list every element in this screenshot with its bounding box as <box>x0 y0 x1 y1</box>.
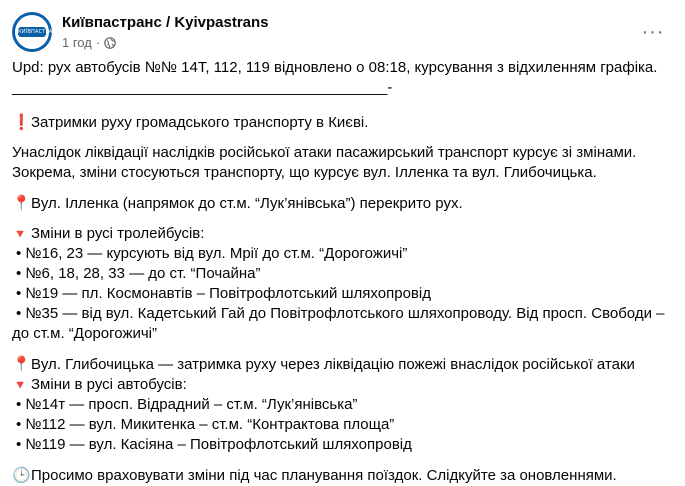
divider-line: _____________________________________________- <box>12 79 393 96</box>
bus-item: • №112 — вул. Микитенка – ст.м. “Контрактова площа” <box>16 416 395 433</box>
avatar[interactable] <box>12 12 61 52</box>
clock-icon: 🕒 <box>12 466 31 484</box>
avatar-logo-text: КИЇВПАСТРАНС <box>18 29 61 35</box>
more-options-button[interactable]: ··· <box>641 21 665 43</box>
timestamp-link[interactable]: 1 год <box>62 35 92 50</box>
hlybochytska-text: Вул. Глибочицька — затримка руху через ліквідацію пожежі внаслідок російської атаки <box>31 356 635 373</box>
trolley-title: Зміни в русі тролейбусів: <box>31 225 205 242</box>
closing-line <box>12 465 671 486</box>
illenka-line <box>12 193 671 214</box>
intro-line-2: Зокрема, зміни стосуються транспорту, що курсує вул. Ілленка та вул. Глибочицька. <box>12 164 597 181</box>
trolley-heading <box>12 224 671 244</box>
alert-line <box>12 112 671 133</box>
intro-line-1: Унаслідок ліквідації наслідків російської атаки пасажирський транспорт курсує зі змінами. <box>12 144 637 161</box>
trolley-item: • №19 — пл. Космонавтів – Повітрофлотський шляхопровід <box>16 285 431 302</box>
exclamation-icon: ❗ <box>12 113 31 131</box>
trolley-item: • №16, 23 — курсують від вул. Мрії до ст.м. “Дорогожичі” <box>16 245 408 262</box>
trolley-item: • №35 — від вул. Кадетський Гай до Повітрофлотського шляхопроводу. Від просп. Свободи – <box>16 305 665 322</box>
page-name-link[interactable]: Київпастранс / Kyivpastrans <box>62 14 269 31</box>
bus-item: • №119 — вул. Касіяна – Повітрофлотський шляхопровід <box>16 436 412 453</box>
pin-icon: 📍 <box>12 194 31 212</box>
bus-item: • №14т — просп. Відрадний – ст.м. “Лук’янівська” <box>16 396 358 413</box>
bus-title: Зміни в русі автобусів: <box>31 376 187 393</box>
closing-text: Просимо враховувати зміни під час планування поїздок. Слідкуйте за оновленнями. <box>31 467 617 484</box>
post-meta <box>62 35 116 50</box>
trolley-item: • №6, 18, 28, 33 — до ст. “Почайна” <box>16 265 261 282</box>
globe-icon[interactable] <box>104 37 116 49</box>
red-triangle-icon: 🔻 <box>12 378 28 392</box>
post-body <box>12 58 671 486</box>
red-triangle-icon: 🔻 <box>12 227 28 241</box>
meta-separator: · <box>95 35 101 50</box>
avatar-logo <box>15 15 61 49</box>
pin-icon: 📍 <box>12 355 31 373</box>
trolley-item-continuation: до ст.м. “Дорогожичі” <box>12 325 158 342</box>
bus-heading <box>12 375 671 395</box>
post-header <box>12 12 673 54</box>
alert-title: Затримки руху громадського транспорту в Києві. <box>31 114 369 131</box>
illenka-text: Вул. Ілленка (напрямок до ст.м. “Лук’янівська”) перекрито рух. <box>31 195 463 212</box>
hlybochytska-line <box>12 354 671 375</box>
update-notice: Upd: рух автобусів №№ 14Т, 112, 119 відновлено о 08:18, курсування з відхиленням графіка. <box>12 59 658 76</box>
